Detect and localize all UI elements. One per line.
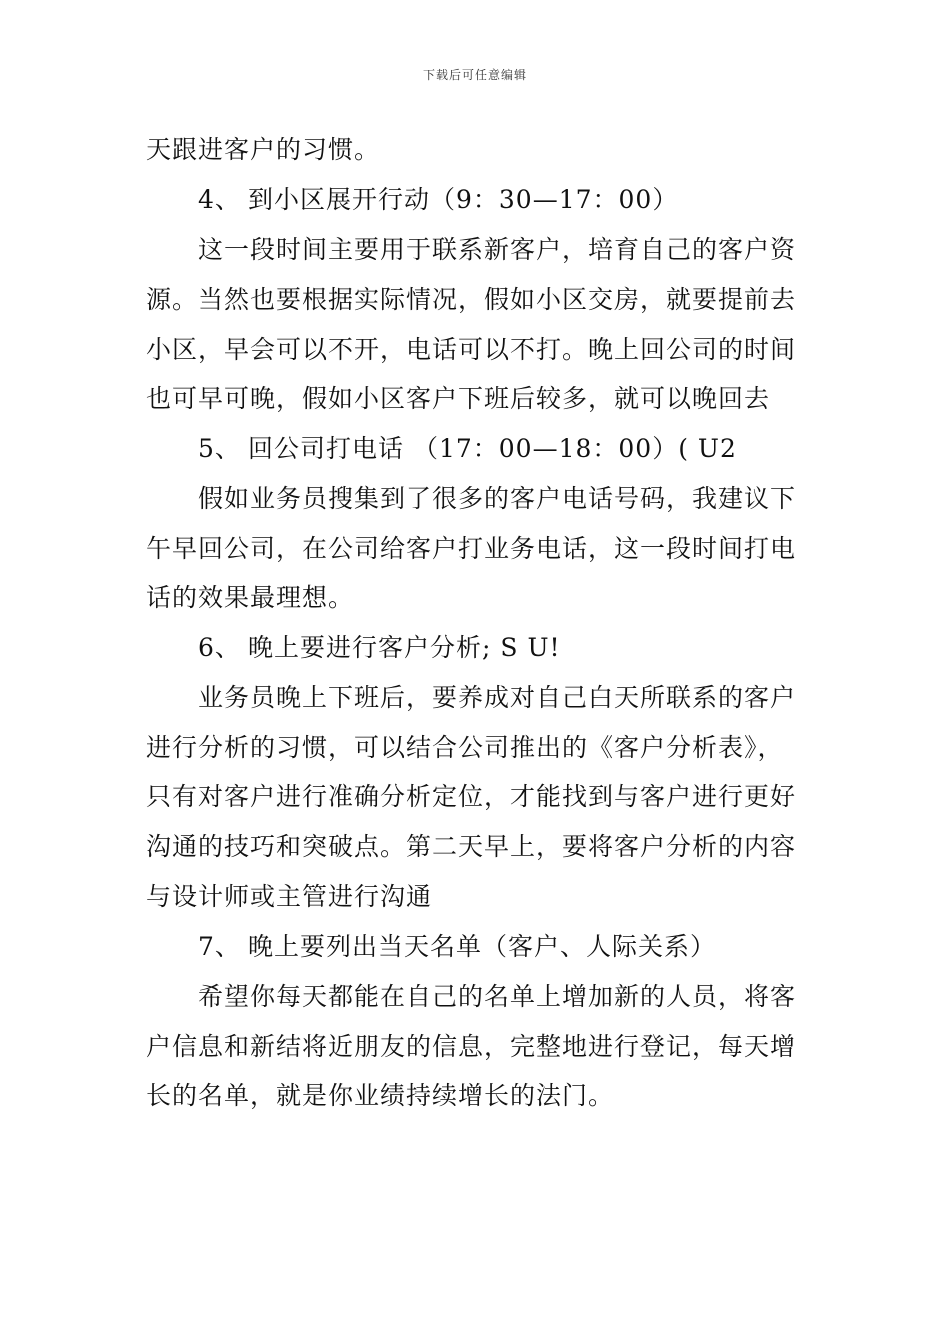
paragraph-line: 也可早可晚，假如小区客户下班后较多，就可以晚回去	[146, 384, 771, 413]
paragraph-line: 这一段时间主要用于联系新客户，培育自己的客户资	[198, 235, 797, 264]
section-number: 4、	[198, 185, 241, 214]
paragraph-line: 沟通的技巧和突破点。第二天早上，要将客户分析的内容	[146, 832, 797, 861]
section-number: 7、	[198, 932, 241, 961]
section-title: 晚上要列出当天名单（客户、人际关系）	[248, 932, 717, 961]
paragraph-line: 天跟进客户的习惯。	[146, 135, 381, 164]
section-heading-5	[198, 434, 737, 464]
section-title: 到小区展开行动（9：30—17：00）	[248, 185, 679, 214]
section-title: 晚上要进行客户分析; S U!	[248, 633, 561, 662]
page-header: 下载后可任意编辑	[422, 68, 527, 82]
section-heading-4	[198, 185, 678, 215]
section-number: 6、	[198, 633, 241, 662]
section-number: 5、	[198, 434, 241, 463]
paragraph-line: 希望你每天都能在自己的名单上增加新的人员，将客	[198, 982, 797, 1011]
paragraph-line: 业务员晚上下班后，要养成对自己白天所联系的客户	[198, 683, 797, 712]
section-heading-6	[198, 633, 561, 663]
section-heading-7	[198, 932, 716, 962]
paragraph-line: 假如业务员搜集到了很多的客户电话号码，我建议下	[198, 484, 797, 513]
paragraph-line: 只有对客户进行准确分析定位，才能找到与客户进行更好	[146, 782, 797, 811]
paragraph-line: 午早回公司，在公司给客户打业务电话，这一段时间打电	[146, 534, 797, 563]
paragraph-line: 进行分析的习惯，可以结合公司推出的《客户分析表》，	[146, 733, 784, 762]
paragraph-line: 长的名单，就是你业绩持续增长的法门。	[146, 1081, 615, 1110]
paragraph-line: 户信息和新结将近朋友的信息，完整地进行登记，每天增	[146, 1032, 797, 1061]
paragraph-line: 小区，早会可以不开，电话可以不打。晚上回公司的时间	[146, 335, 797, 364]
paragraph-line: 话的效果最理想。	[146, 583, 355, 612]
paragraph-line: 与设计师或主管进行沟通	[146, 882, 433, 911]
paragraph-line: 源。当然也要根据实际情况，假如小区交房，就要提前去	[146, 285, 797, 314]
section-title: 回公司打电话 （17：00—18：00）( U2	[248, 434, 737, 463]
